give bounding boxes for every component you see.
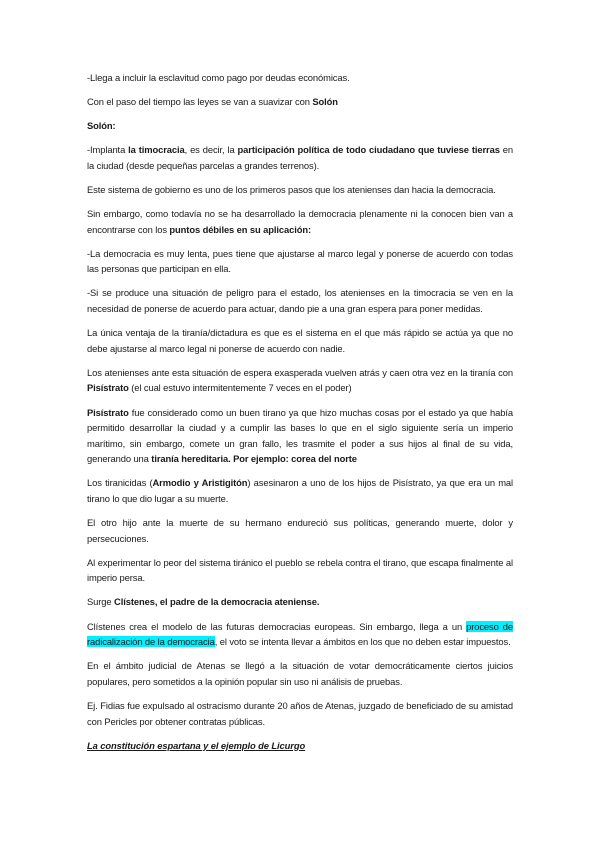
document-body	[87, 70, 513, 762]
paragraph	[87, 246, 513, 277]
section-heading: La constitución espartana y el ejemplo de Licurgo	[87, 739, 306, 751]
text-run: -Llega a incluir la esclavitud como pago por deudas económicas.	[87, 72, 350, 83]
paragraph	[87, 405, 513, 467]
text-run: Surge	[87, 596, 115, 608]
text-run: en la ciudad (desde pequeñas parcelas a grandes terrenos).	[87, 144, 513, 171]
paragraph	[87, 182, 513, 198]
paragraph	[87, 475, 513, 506]
paragraph	[87, 658, 513, 689]
highlighted-text: proceso de radicalización de la democracia	[87, 620, 514, 648]
text-run: -La democracia es muy lenta, pues tiene que ajustarse al marco legal y ponerse de acuerdo con todas las personas que participan en ella.	[87, 247, 513, 275]
paragraph	[87, 698, 513, 729]
bold-text: Pisístrato	[87, 382, 129, 394]
paragraph	[87, 118, 513, 134]
text-run: , es decir, la	[184, 144, 238, 156]
bold-text: la timocracia	[128, 144, 185, 156]
paragraph	[87, 555, 513, 586]
bold-text: puntos débiles en su aplicación:	[169, 223, 312, 235]
bold-text: Armodio y Aristigitón	[152, 477, 248, 489]
text-run: En el ámbito judicial de Atenas se llegó a la situación de votar democráticamente ciertos juicios populares, pero sometidos a la opinión popular sin uso ni análisis de pruebas.	[87, 660, 513, 687]
paragraph	[87, 365, 513, 396]
bold-text: Solón:	[87, 120, 116, 132]
text-run: , el voto se intenta llevar a ámbitos en los que no deben estar impuestos.	[214, 636, 511, 648]
text-run: ) asesinaron a uno de los hijos de Pisístrato, ya que era un mal tirano lo que dio lugar a su muerte.	[87, 477, 514, 504]
text-run: Los tiranicidas (	[87, 477, 153, 489]
bold-text: Clístenes, el padre de la democracia ateniense.	[114, 596, 320, 608]
paragraph	[87, 285, 513, 316]
text-run: Al experimentar lo peor del sistema tiránico el pueblo se rebela contra el tirano, que escapa finalmente al imperio persa.	[87, 556, 513, 584]
text-run: Con el paso del tiempo las leyes se van a suavizar con	[87, 96, 313, 108]
bold-text: tiranía hereditaria. Por ejemplo: corea del norte	[151, 453, 357, 465]
text-run: Los atenienses ante esta situación de espera exasperada vuelven atrás y caen otra vez en la tiranía con	[87, 366, 513, 378]
text-run: Sin embargo, como todavía no se ha desarrollado la democracia plenamente ni la conocen bien van a encontrarse con los	[87, 208, 513, 235]
text-run: Este sistema de gobierno es uno de los primeros pasos que los atenienses dan hacia la democracia.	[87, 183, 496, 195]
text-run: -Implanta	[87, 144, 129, 156]
paragraph	[87, 594, 513, 610]
paragraph	[87, 325, 513, 356]
text-run: La única ventaja de la tiranía/dictadura es que es el sistema en el que más rápido se actúa ya que no debe ajustarse al marco legal ni ponerse de acuerdo con nadie.	[87, 327, 513, 354]
text-run: -Si se produce una situación de peligro para el estado, los atenienses en la timocracia se ven en la necesidad de ponerse de acuerdo para actuar, dando pie a una gran espera para poner medidas.	[87, 287, 513, 315]
text-run: fue considerado como un buen tirano ya que hizo muchas cosas por el estado ya que había permitido desarrollar la ciudad y a cumplir las bases lo que en el siglo siguiente sería un imperio marítimo, sin embargo, comete un gran fallo, les trasmite el poder a sus hijos al final de su vida, generando una	[87, 406, 513, 465]
paragraph	[87, 94, 513, 110]
bold-text: Solón	[312, 96, 338, 108]
text-run: El otro hijo ante la muerte de su hermano endureció sus políticas, generando muerte, dolor y persecuciones.	[87, 517, 513, 544]
paragraph	[87, 70, 513, 86]
paragraph	[87, 515, 513, 546]
paragraph	[87, 206, 513, 237]
text-run: Clístenes crea el modelo de las futuras democracias europeas. Sin embargo, llega a un	[87, 620, 467, 632]
bold-text: Pisístrato	[87, 406, 129, 418]
text-run: Ej. Fidias fue expulsado al ostracismo durante 20 años de Atenas, juzgado de beneficiado de su amistad con Pericles por obtener contratas públicas.	[87, 699, 513, 727]
paragraph	[87, 142, 513, 173]
paragraph	[87, 619, 513, 650]
text-run: (el cual estuvo intermitentemente 7 veces en el poder)	[128, 382, 352, 394]
bold-text: participación política de todo ciudadano que tuviese tierras	[237, 144, 500, 156]
paragraph	[87, 738, 513, 754]
